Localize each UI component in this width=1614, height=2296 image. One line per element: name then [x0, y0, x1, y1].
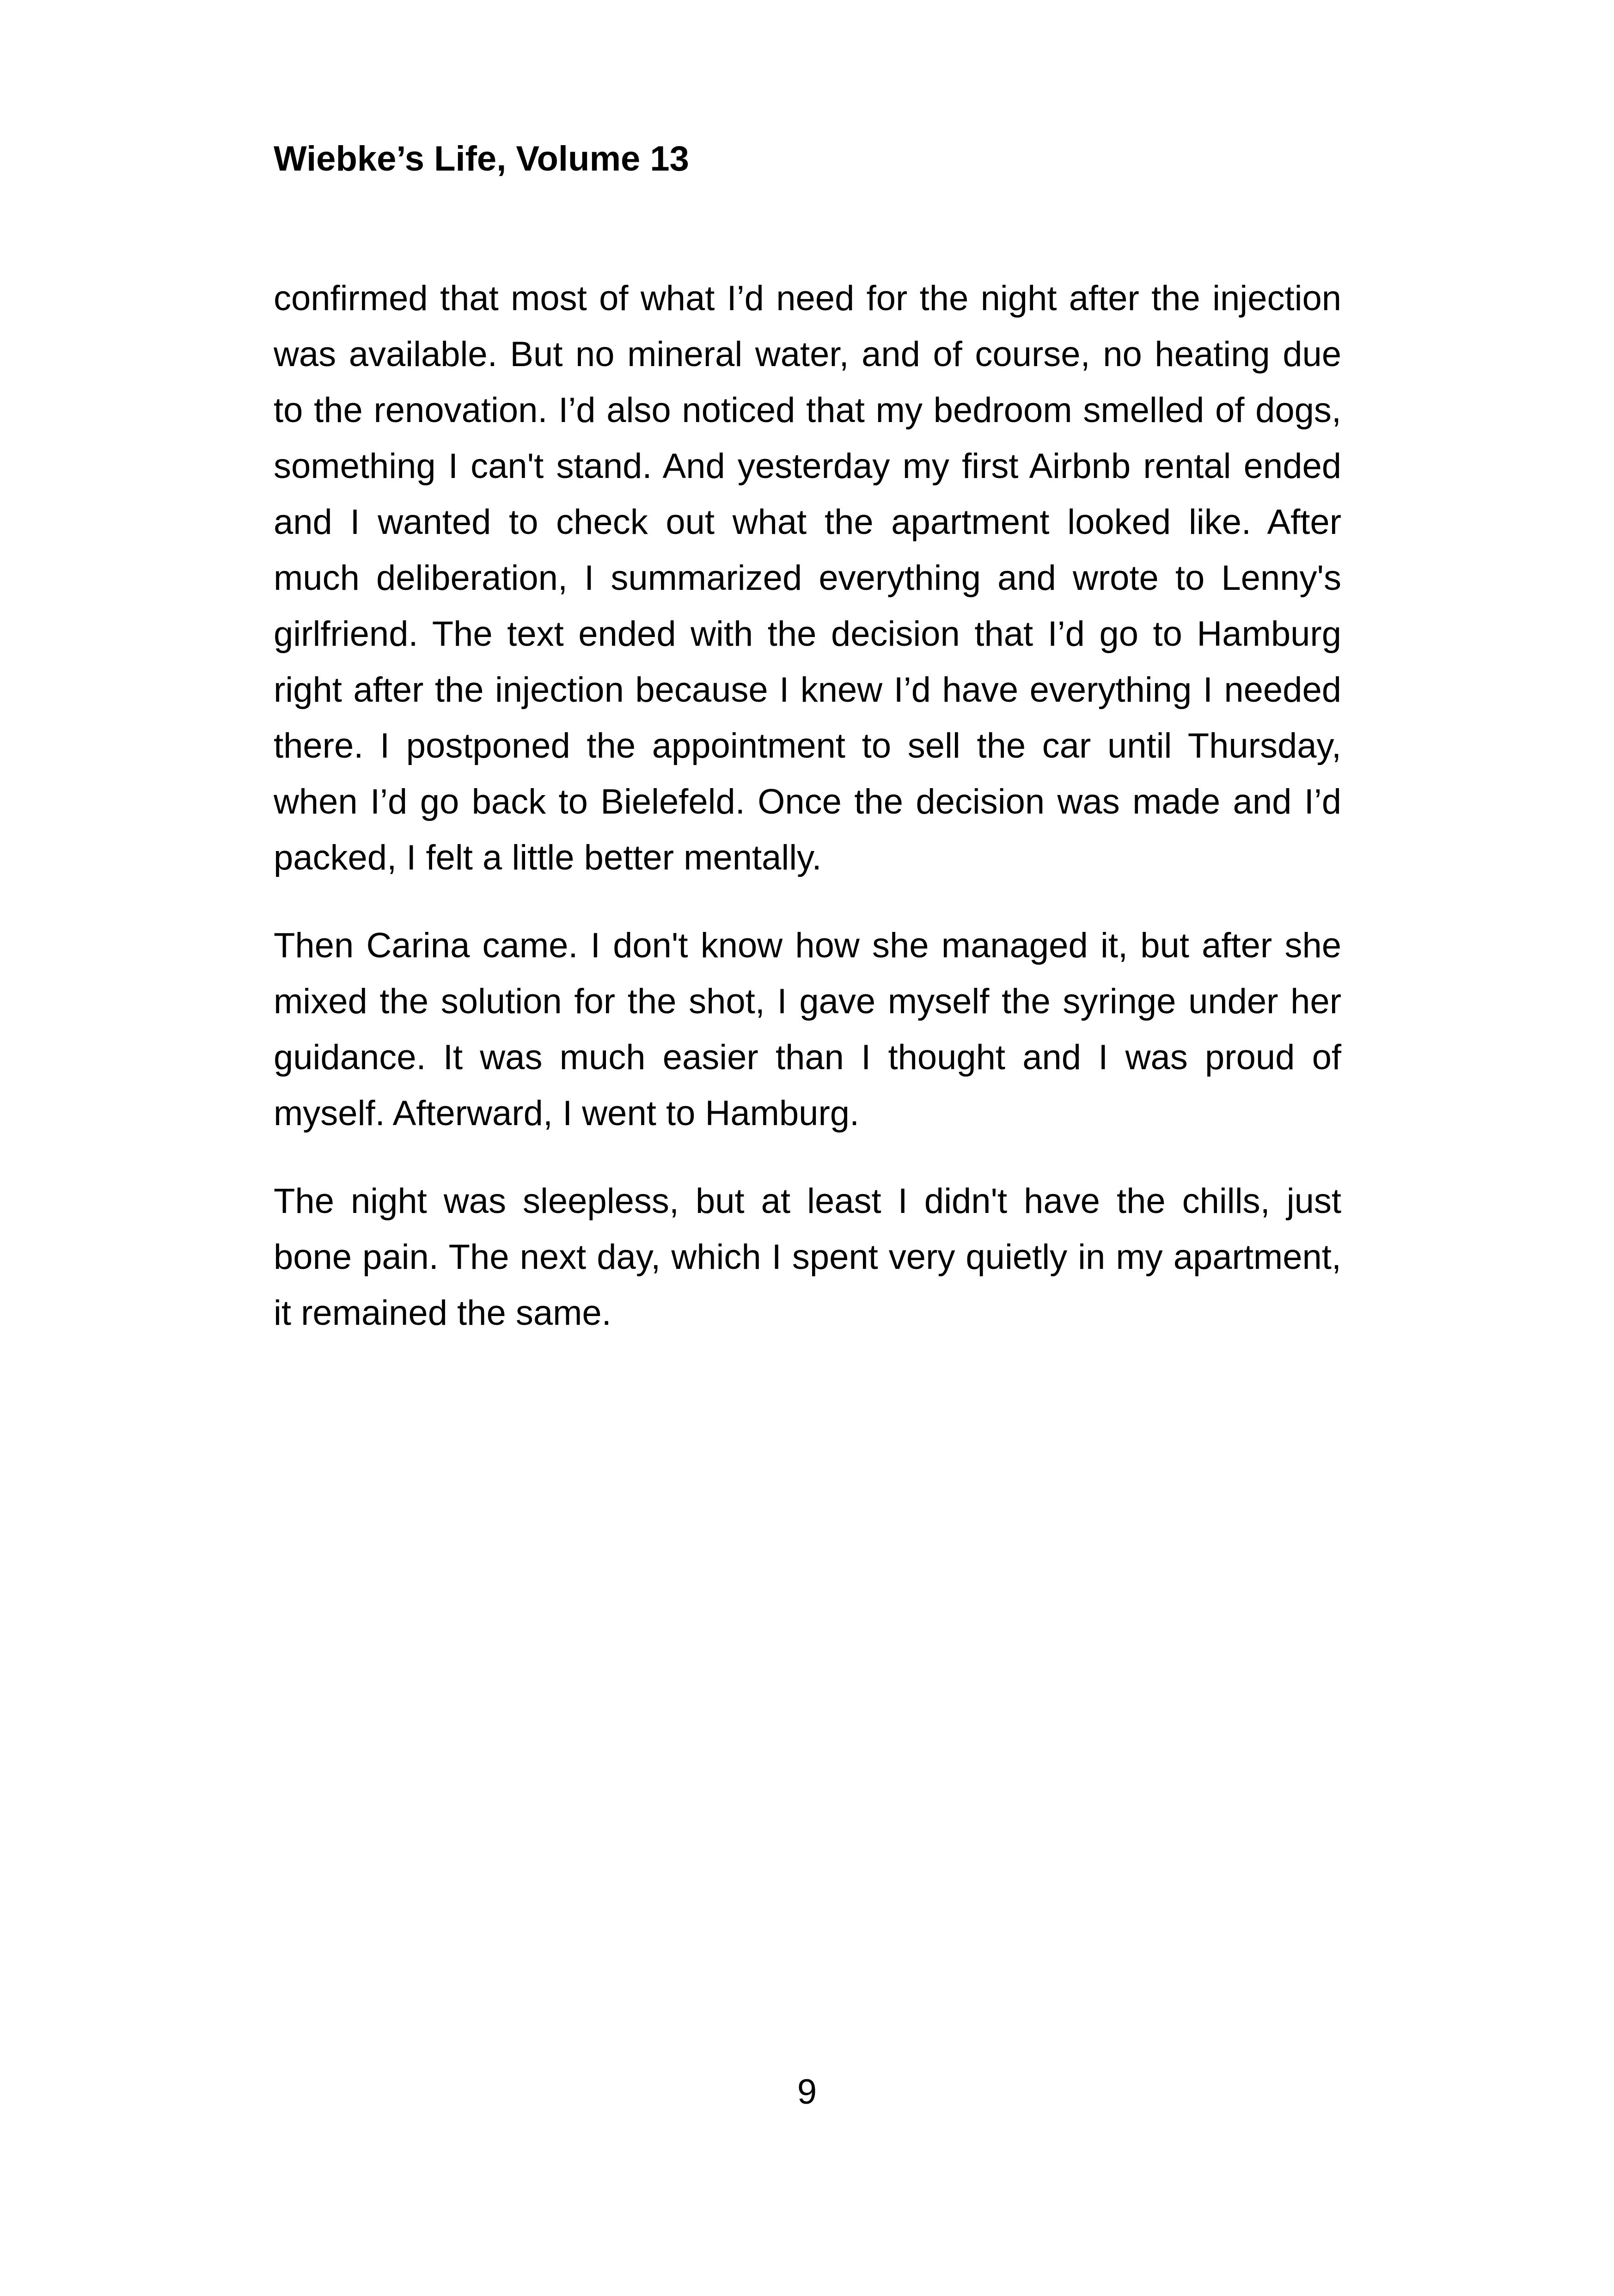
- paragraph: The night was sleepless, but at least I didn't have the chills, just bone pain. The next day, which I spent very quietly in my apartment, it remained the same.: [274, 1182, 1341, 1333]
- paragraph: Then Carina came. I don't know how she managed it, but after she mixed the solution for the shot, I gave myself the syringe under her guidance. It was much easier than I thought and I was proud of myself. Afterward, I went to Hamburg.: [274, 926, 1341, 1133]
- running-header-title: Wiebke’s Life, Volume 13: [274, 139, 689, 178]
- page-number: 9: [797, 2072, 817, 2112]
- paragraph: confirmed that most of what I’d need for the night after the injection was available. But no mineral water, and of course, no heating due to the renovation. I’d also noticed that my bedroom smelled of dogs, something I can't stand. And yesterday my first Airbnb rental ended and I wanted to check out what the apartment looked like. After much deliberation, I summarized everything and wrote to Lenny's girlfriend. The text ended with the decision that I’d go to Hamburg right after the injection because I knew I’d have everything I needed there. I postponed the appointment to sell the car until Thursday, when I’d go back to Bielefeld. Once the decision was made and I’d packed, I felt a little better mentally.: [274, 279, 1341, 877]
- body-text: [274, 270, 1341, 1373]
